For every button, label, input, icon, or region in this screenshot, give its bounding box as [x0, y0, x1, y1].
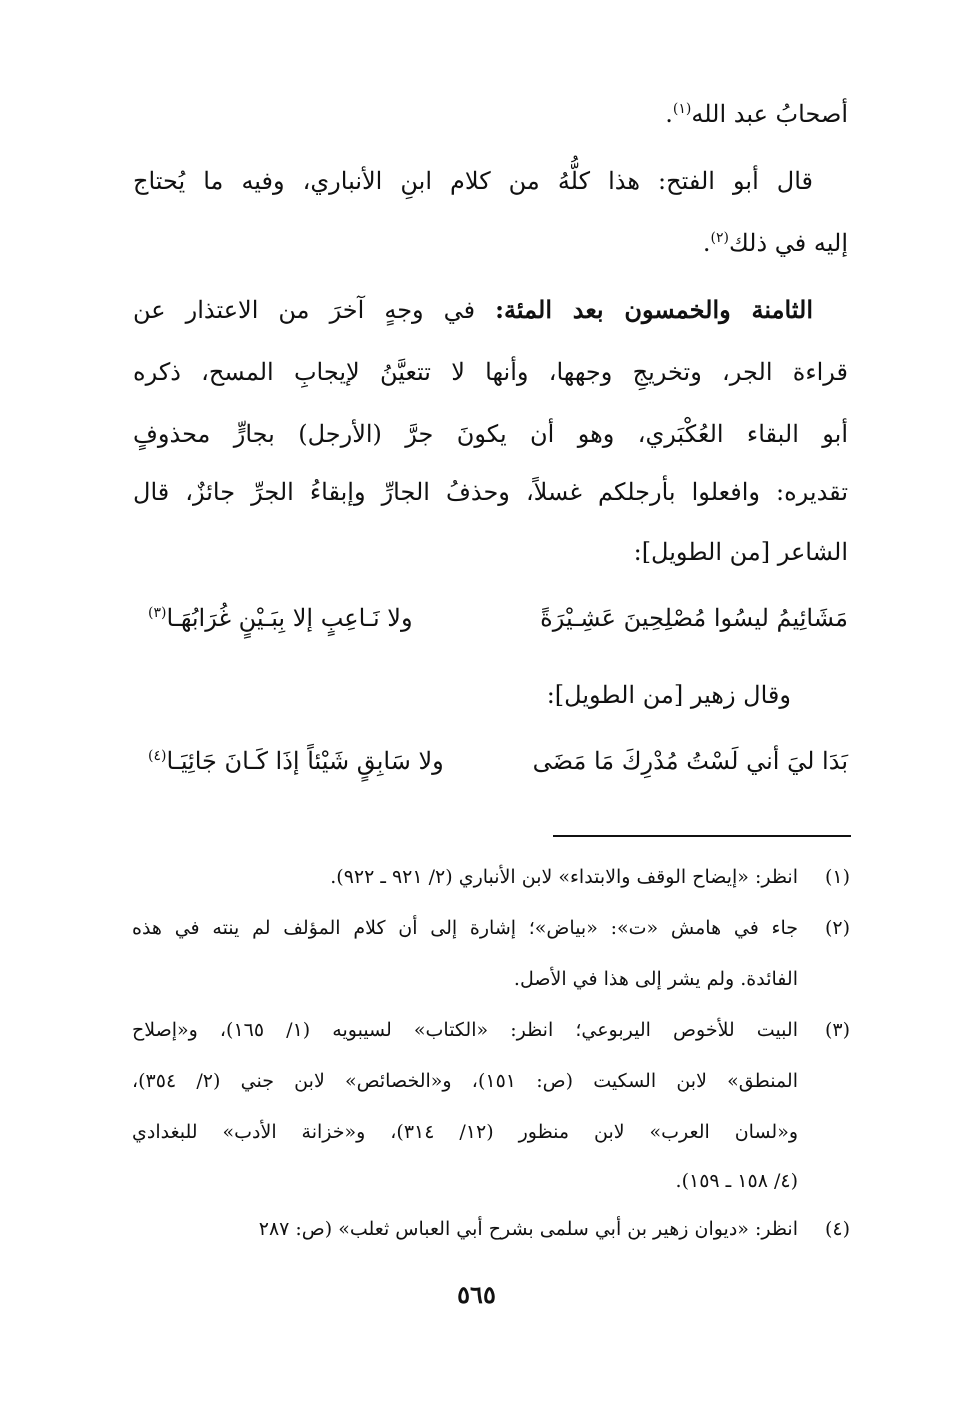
- section-heading: الثامنة والخمسون بعد المئة:: [495, 295, 813, 324]
- para2-line2-end: .: [702, 229, 711, 257]
- verse-2-first-hemistich: بَدَا ليَ أني لَسْتُ مُدْرِكَ مَا مَضَى: [532, 747, 848, 775]
- footnote-ref-3: (٣): [148, 605, 167, 621]
- page-number: ٥٦٥: [457, 1280, 496, 1309]
- footnote-4-text: انظر: «ديوان زهير بن أبي سلمى بشرح أبي العباس ثعلب» (ص: ٢٨٧: [258, 1218, 798, 1240]
- footnote-2-line-2: الفائدة. ولم يشر إلى هذا في الأصل.: [513, 968, 798, 990]
- verse-2-second-hemistich: [148, 741, 444, 781]
- para2-line2-text: إليه في ذلك: [728, 229, 848, 257]
- footnote-ref-1: (١): [672, 101, 692, 117]
- paragraph-3-line-1: [133, 290, 813, 330]
- verse2-second-text: ولا سَابِقٍ شَيْئاً إذَا كَـانَ جَائِيَـا: [166, 747, 444, 775]
- paragraph-3-line-5: الشاعر [من الطويل]:: [633, 538, 848, 566]
- footnote-1-text: انظر: «إيضاح الوقف والابتداء» لابن الأنباري (٢/ ٩٢١ ـ ٩٢٢).: [330, 866, 798, 888]
- paragraph-2-line-2: [133, 223, 848, 263]
- verse-1-first-hemistich: مَشَائِيمُ ليسُوا مُصْلِحِينَ عَشِـيْرَةً: [540, 604, 848, 632]
- paragraph-3-line-4: تقديره: وافعلوا بأرجلكم غسلاً، وحذفُ الجارِّ وإبقاءُ الجرِّ جائزٌ، قال: [133, 478, 848, 506]
- paragraph-2-line-1: قال أبو الفتح: هذا كلُّهُ من كلام ابنِ الأنباري، وفيه ما يُحتاج: [133, 167, 813, 195]
- footnote-3-line-1: البيت للأخوص اليربوعي؛ انظر: «الكتاب» لسيبويه (١/ ١٦٥)، و«إصلاح: [132, 1019, 798, 1041]
- footnote-ref-2: (٢): [710, 230, 729, 246]
- zuhair-intro: وقال زهير [من الطويل]:: [546, 681, 791, 709]
- text-line-1: [133, 94, 848, 134]
- line1-text: أصحابُ عبد الله: [691, 100, 848, 128]
- footnote-3-line-3: و«لسان العرب» لابن منظور (١٢/ ٣١٤)، و«خزانة الأدب» للبغدادي: [132, 1121, 798, 1143]
- footnote-3-line-2: المنطق» لابن السكيت (ص: ١٥١)، و«الخصائص» لابن جني (٢/ ٣٥٤)،: [132, 1070, 798, 1092]
- footnote-2-number: (٢): [824, 917, 850, 939]
- footnote-3-number: (٣): [824, 1019, 850, 1041]
- footnote-1-number: (١): [824, 866, 850, 888]
- footnote-3-line-4: (٤/ ١٥٨ ـ ١٥٩).: [675, 1170, 798, 1192]
- verse1-second-text: ولا نَـاعِبٍ إلا بِبَـيْنٍ غُرَابُهَـا: [166, 604, 413, 632]
- paragraph-3-line-2: قراءة الجر، وتخريجِ وجهها، وأنها لا تتعيَّنُ لإيجابِ المسح، ذكره: [133, 358, 848, 386]
- footnote-2-line-1: جاء في هامش «ت»: «بياض»؛ إشارة إلى أن كلام المؤلف لم ينته في هذه: [132, 917, 798, 939]
- footnote-4-number: (٤): [824, 1218, 850, 1240]
- paragraph-3-line-3: أبو البقاء العُكْبَري، وهو أن يكونَ جرَّ (الأرجل) بجارٍّ محذوفٍ: [133, 420, 848, 448]
- para3-line1-rest: في وجهٍ آخرَ من الاعتذار عن: [133, 296, 476, 324]
- verse-1-second-hemistich: [148, 598, 413, 638]
- footnote-separator: [553, 835, 851, 837]
- line1-end: .: [665, 100, 673, 128]
- footnote-ref-4: (٤): [148, 748, 167, 764]
